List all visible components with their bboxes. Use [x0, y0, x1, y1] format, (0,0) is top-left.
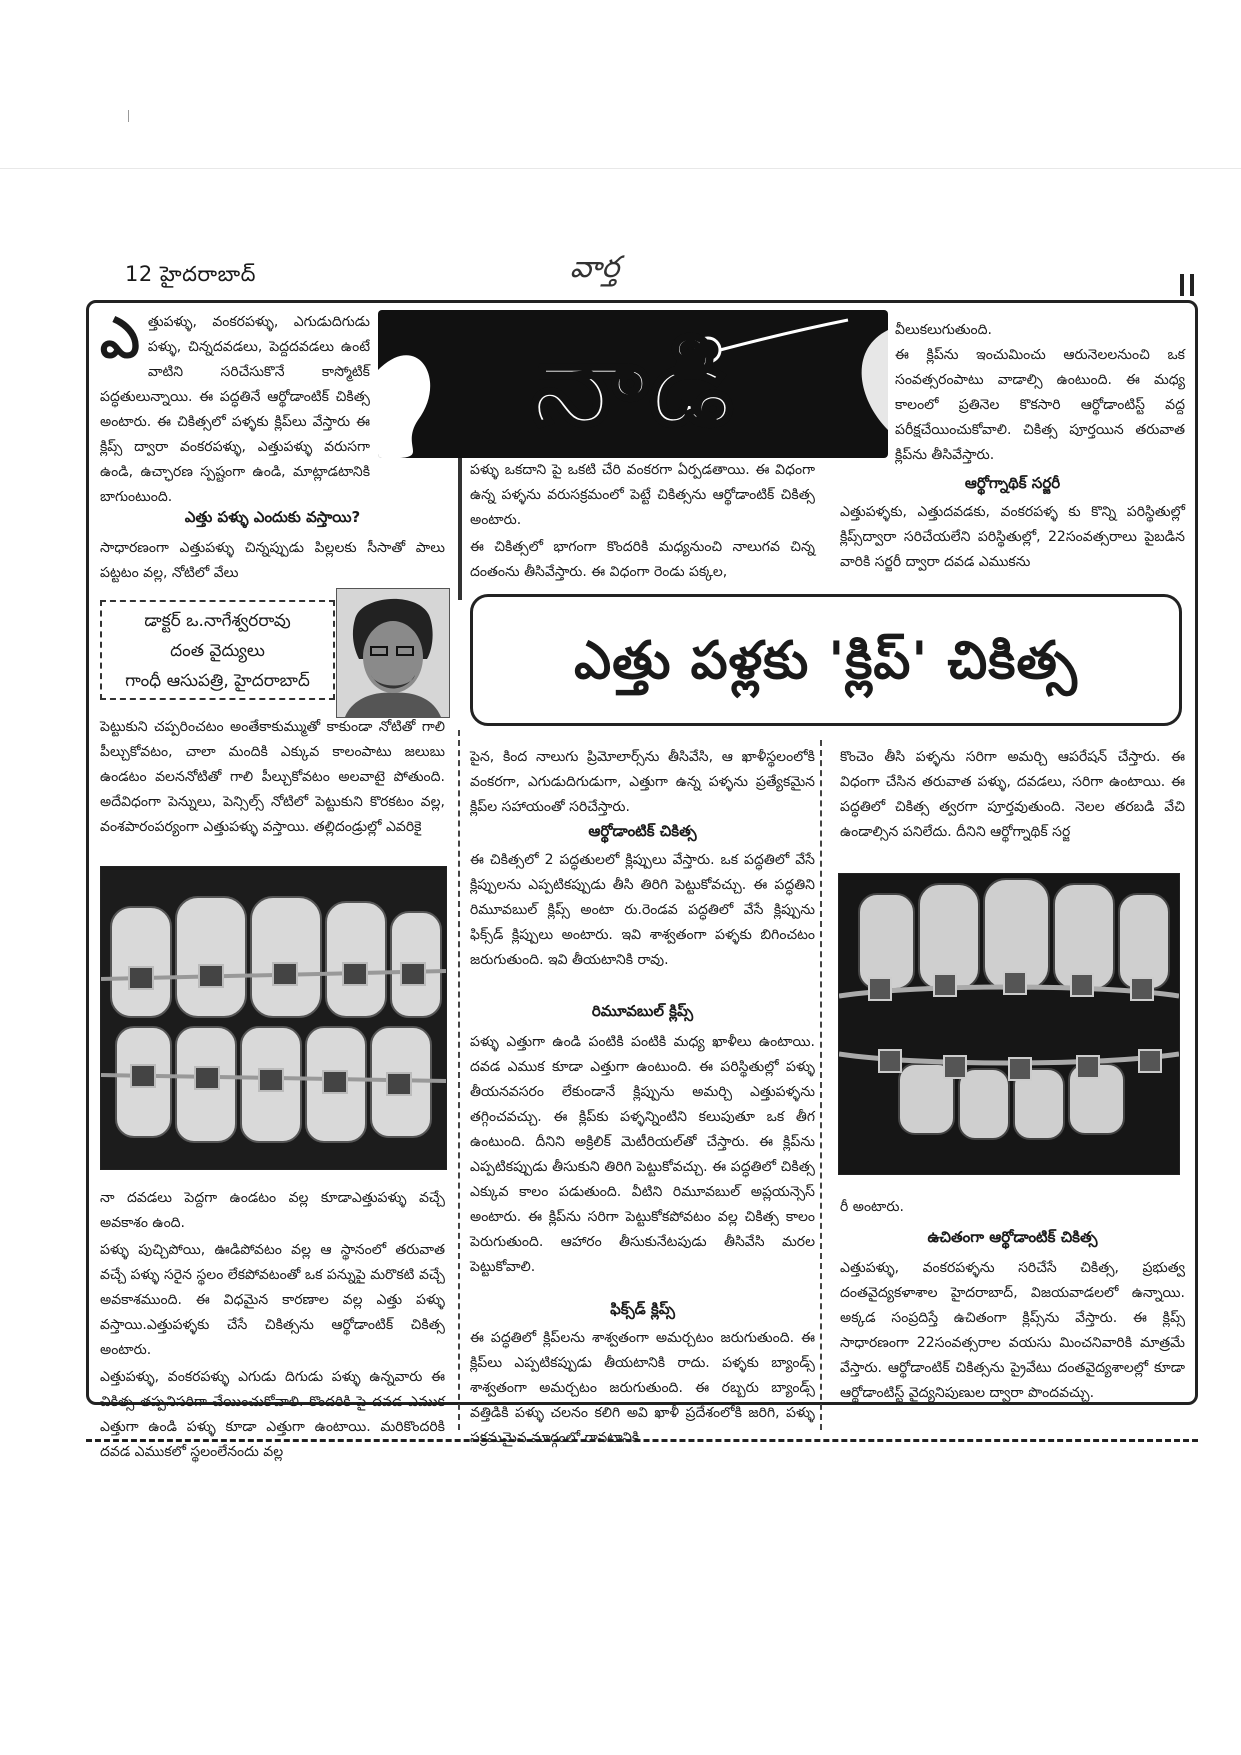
bottom-rule [86, 1439, 1198, 1442]
col1-para-1: సాధారణంగా ఎత్తుపళ్ళు చిన్నప్పుడు పిల్లలకు సీసాతో పాలు పట్టటం వల్ల, నోటిలో వేలు [100, 540, 445, 581]
col1-subhead-1: ఎత్తు పళ్ళు ఎందుకు వస్తాయి? [184, 508, 361, 526]
col3-para-1: వీలుకలుగుతుంది. [895, 322, 992, 338]
col2-para-5: పళ్ళు ఎత్తుగా ఉండి పంటికి పంటికి మధ్య ఖాళీలు ఉంటాయి. దవడ ఎముక కూడా ఎత్తుగా ఉంటుంది. ఈ పరిస్థితుల్లో పళ్ళు తీయనవసరం లేకుండానే క్లిప్పును అమర్చి ఎత్తుపళ్ళను తగ్గించవచ్చు. ఈ క్లిప్‌కు పళ్ళన్నింటిని కలుపుతూ ఒక తీగ ఉంటుంది. దీనిని అక్రిలిక్ మెటీరియల్‌తో చేస్తారు. ఈ క్లిప్‌ను ఎప్పటికప్పుడు తీసుకుని తిరిగి పెట్టుకోవచ్చు. ఈ పద్ధతిలో చికిత్స ఎక్కువ కాలం పడుతుంది. వీటిని రిమూవబుల్ అప్లయన్సెస్ అంటారు. ఈ క్లిప్‌ను సరిగా పెట్టుకోకపోవటం వల్ల చికిత్స కాలం పెరుగుతుంది. ఆహారం తీసుకునేటపుడు తీసివేసి మరల పెట్టుకోవాలి. [470, 1034, 815, 1275]
author-name: డాక్టర్ ఒ.నాగేశ్వరరావు [144, 611, 291, 631]
col1-para-5: ఎత్తుపళ్ళు, వంకరపళ్ళు ఎగుడు దిగుడు పళ్ళు ఉన్నవారు ఈ చికిత్స తప్పనిసరిగా చేయించుకోవాలి. కొందరికి పై దవడ ఎముక ఎత్తుగా ఉండి పళ్ళు కూడా ఎత్తుగా ఉంటాయి. మరికొందరికి దవడ ఎముకలో స్థలంలేనందు వల్ల [100, 1369, 445, 1460]
author-title: దంత వైద్యులు [170, 641, 265, 661]
col2-subhead-2: రిమూవబుల్ క్లిప్స్ [591, 1002, 694, 1020]
column-rule [458, 730, 460, 1430]
braces-photo-right [838, 873, 1180, 1175]
author-photo [336, 588, 450, 718]
column-rule [820, 740, 822, 1430]
col3-subhead-2: ఉచితంగా ఆర్థోడాంటిక్ చికిత్స [927, 1228, 1098, 1246]
col2-para-3: పైన, కింద నాలుగు ప్రిమోలార్స్‌ను తీసివేసి, ఆ ఖాళీస్థలంలోకి వంకరగా, ఎగుడుదిగుడుగా, ఎత్తుగా ఉన్న పళ్ళను ప్రత్యేకమైన క్లిప్‌ల సహాయంతో సరిచేస్తారు. [470, 749, 815, 815]
col1-para-4: పళ్ళు పుచ్చిపోయి, ఊడిపోవటం వల్ల ఆ స్థానంలో తరువాత వచ్చే పళ్ళు సరైన స్థలం లేకపోవటంతో ఒక పన్నుపై మరొకటి వచ్చే అవకాశముంది. ఈ విధమైన కారణాల వల్ల ఎత్తు పళ్ళు వస్తాయి.ఎత్తుపళ్ళకు చేసే చికిత్సను ఆర్థోడాంటిక్ చికిత్స అంటారు. [100, 1242, 445, 1358]
col1-para-2: పెట్టుకుని చప్పరించటం అంతేకాకుమ్ముతో కాకుండా నోటితో గాలి పీల్చుకోవటం, చాలా మందికి ఎక్కువ కాలంపాటు జలుబు ఉండటం వలననోటితో గాలి పీల్చుకోవటం అలవాటై పోతుంది. అదేవిధంగా పెన్నులు, పెన్సిల్స్ నోటిలో పెట్టుకుని కొరకటం వల్ల, వంశపారంపర్యంగా ఎత్తుపళ్ళు వస్తాయి. తల్లిదండ్రుల్లో ఎవరికై [100, 719, 445, 835]
col3-para-2: ఈ క్లిప్‌ను ఇంచుమించు ఆరునెలలనుంచి ఒక సంవత్సరంపాటు వాడాల్సి ఉంటుంది. ఈ మధ్య కాలంలో ప్రతినెల కొకసారి ఆర్థోడాంటిస్ట్ వద్ద పరీక్షచేయించుకోవాలి. చికిత్స పూర్తయిన తరువాత క్లిప్‌ను తీసివేస్తారు. [895, 347, 1185, 463]
page-number-location: 12 హైదరాబాద్ [125, 262, 256, 286]
col3-para-6: ఎత్తుపళ్ళు, వంకరపళ్ళను సరిచేసే చికిత్స, ప్రభుత్వ దంతవైద్యకళాశాల హైదరాబాద్, విజయవాడలలో ఉన్నాయి. అక్కడ సంప్రదిస్తే ఉచితంగా క్లిప్స్‌ను వేస్తారు. ఈ క్లిప్స్ సాధారణంగా 22సంవత్సరాల వయసు మించనివారికి మాత్రమే వేస్తారు. ఆర్థోడాంటిక్ చికిత్సను ప్రైవేటు దంతవైద్యశాలల్లో కూడా ఆర్థోడాంటిస్ట్ వైద్యనిపుణుల ద్వారా పొందవచ్చు. [840, 1260, 1185, 1401]
col3-para-3: ఎత్తుపళ్ళకు, ఎత్తుదవడకు, వంకరపళ్ళ కు కొన్ని పరిస్థితుల్లో క్లిప్స్‌ద్వారా సరిచేయలేని పరిస్థితుల్లో, 22సంవత్సరాలు పైబడిన వారికి సర్జరీ ద్వారా దవడ ఎముకను [840, 504, 1185, 570]
col2-subhead-3: ఫిక్స్‌డ్ క్లిప్స్ [610, 1300, 675, 1318]
masthead-logo [378, 310, 888, 458]
col1-intro-text: త్తుపళ్ళు, వంకరపళ్ళు, ఎగుడుదిగుడు పళ్ళు, చిన్నదవడలు, పెద్దదవడలు ఉంటే వాటిని సరిచేసుకొనే కాస్మోటిక్ పద్ధతులున్నాయి. ఈ పద్ధతినే ఆర్థోడాంటిక్ చికిత్స అంటారు. ఈ చికిత్సలో పళ్ళకు క్లిప్‌లు వేస్తారు ఈ క్లిప్స్ ద్వారా వంకరపళ్ళు, ఎత్తుపళ్ళు వరుసగా ఉండి, ఉచ్ఛారణ స్పష్టంగా ఉండి, మాట్లాడటానికి బాగుంటుంది. [100, 314, 370, 505]
masthead-title: నాడి [531, 320, 735, 450]
edge-mark [1180, 274, 1194, 296]
col2-para-1: పళ్ళు ఒకదాని పై ఒకటి చేరి వంకరగా ఏర్పడతాయి. ఈ విధంగా ఉన్న పళ్ళను వరుసక్రమంలో పెట్టే చికిత్సను ఆర్థోడాంటిక్ చికిత్స అంటారు. [470, 462, 815, 528]
scan-edge [0, 168, 1241, 169]
dropcap: ఎ [100, 306, 140, 371]
col3-para-5: రీ అంటారు. [840, 1199, 904, 1215]
braces-photo-left [100, 866, 447, 1170]
scan-mark [128, 110, 129, 122]
col2-para-4: ఈ చికిత్సలో 2 పద్ధతులలో క్లిప్పులు వేస్తారు. ఒక పద్ధతిలో వేసే క్లిప్పులను ఎప్పటికప్పుడు తీసి తిరిగి పెట్టుకోవచ్చు. ఈ పద్ధతిని రిమూవబుల్ క్లిప్స్ అంటా రు.రెండవ పద్ధతిలో వేసే క్లిప్పును ఫిక్స్‌డ్ క్లిప్పులు అంటారు. ఇవి శాశ్వతంగా పళ్ళకు బిగించటం జరుగుతుంది. ఇవి తీయటానికి రావు. [470, 852, 815, 968]
col3-para-4: కొంచెం తీసి పళ్ళను సరిగా అమర్చి ఆపరేషన్ చేస్తారు. ఈ విధంగా చేసిన తరువాత పళ్ళు, దవడలు, సరిగా ఉంటాయి. ఈ పద్ధతిలో చికిత్స త్వరగా పూర్తవుతుంది. నెలల తరబడి వేచి ఉండాల్సిన పనిలేదు. దీనిని ఆర్థోగ్నాథిక్ సర్జ [840, 749, 1185, 840]
col1-para-3: నా దవడలు పెద్దగా ఉండటం వల్ల కూడాఎత్తుపళ్ళు వచ్చే అవకాశం ఉంది. [100, 1190, 445, 1231]
col3-subhead-1: ఆర్థోగ్నాథిక్ సర్జరీ [964, 474, 1061, 492]
handwritten-signature: వార్త [570, 250, 620, 285]
article-headline: ఎత్తు పళ్లకు 'క్లిప్' చికిత్స [470, 594, 1182, 726]
col2-para-2: ఈ చికిత్సలో భాగంగా కొందరికి మధ్యనుంచి నాలుగవ చిన్న దంతంను తీసివేస్తారు. ఈ విధంగా రెండు పక్కల, [470, 539, 815, 580]
col1-intro [100, 306, 370, 510]
author-byline [100, 600, 335, 700]
col2-para-6: ఈ పద్ధతిలో క్లిప్‌లను శాశ్వతంగా అమర్చటం జరుగుతుంది. ఈ క్లిప్‌లు ఎప్పటికప్పుడు తీయటానికి రాదు. పళ్ళకు బ్యాండ్స్ శాశ్వతంగా అమర్చటం జరుగుతుంది. ఈ రబ్బరు బ్యాండ్స్ వత్తిడికి పళ్ళు చలనం కలిగి అవి ఖాళీ ప్రదేశంలోకి జరిగి, పళ్ళు సక్రమమైన మార్గంలో రావటానికి [470, 1330, 815, 1446]
author-hospital: గాంధీ ఆసుపత్రి, హైదరాబాద్ [125, 671, 310, 691]
col2-subhead-1: ఆర్థోడాంటిక్ చికిత్స [588, 822, 697, 840]
